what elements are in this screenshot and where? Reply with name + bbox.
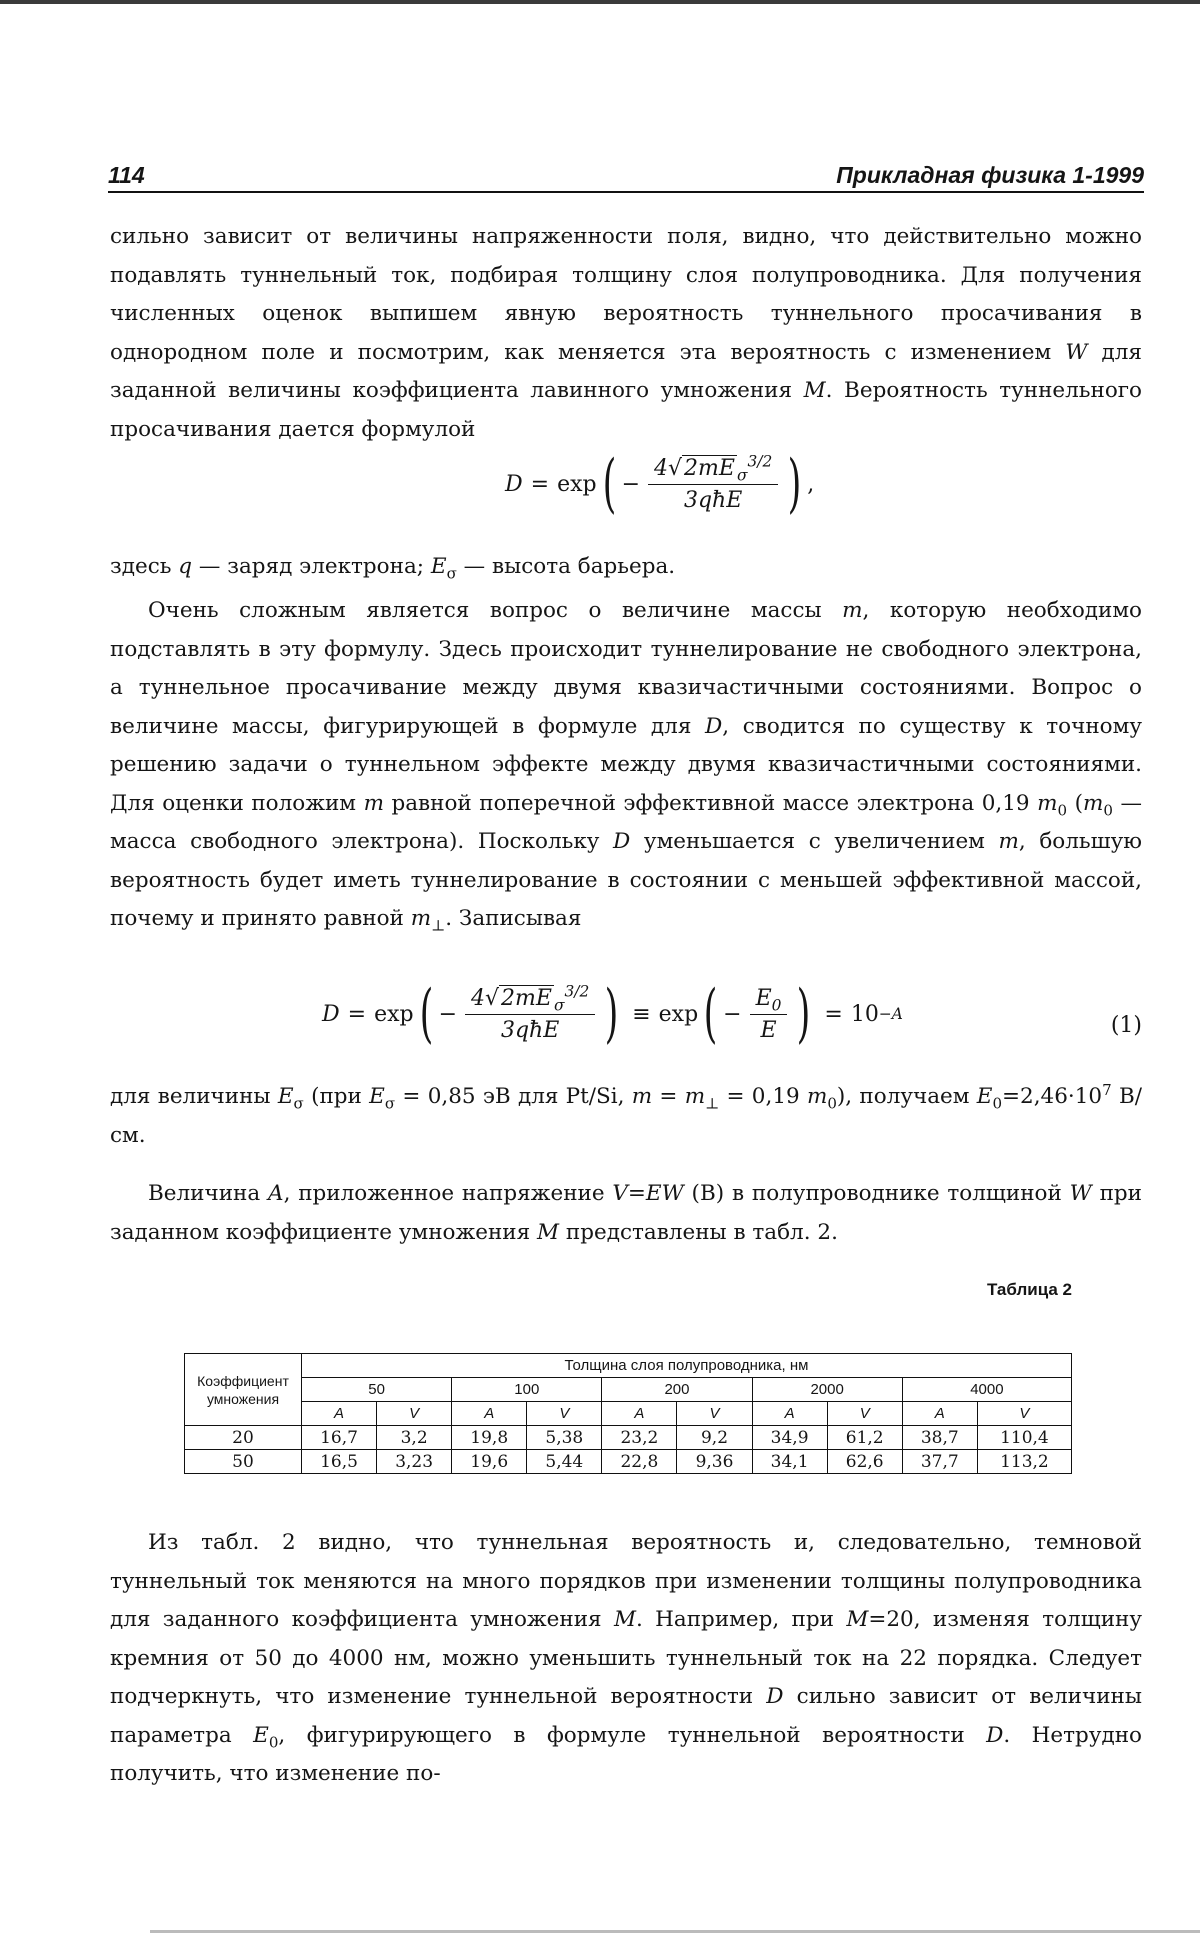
paragraph-1: сильно зависит от величины напряженности поля, видно, что действительно можно подавлять туннельный ток, подбирая толщину слоя полупроводника. Для получения численных оценок выпишем явную вероятность туннельного просачивания в однородном поле и посмотрим, как меняется эта вероятность с изменением W для заданной величины коэффициента лавинного умножения M. Вероятность туннельного просачивания дается формулой <box>110 224 1142 442</box>
table-cell: 19,8 <box>452 1426 527 1450</box>
col-v-header: V <box>827 1402 902 1426</box>
table-cell: 34,9 <box>752 1426 827 1450</box>
table-row <box>185 1426 1072 1450</box>
col-v-header: V <box>527 1402 602 1426</box>
table-cell: 5,38 <box>527 1426 602 1450</box>
table-cell: 22,8 <box>602 1450 677 1474</box>
col-a-header: A <box>602 1402 677 1426</box>
paragraph-6: Из табл. 2 видно, что туннельная вероятность и, следовательно, темновой туннельный ток меняются на много порядков при изменении толщины полупроводника для заданного коэффициента умножения M. Например, при M=20, изменяя толщину кремния от 50 до 4000 нм, можно уменьшить туннельный ток на 22 порядка. Следует подчеркнуть, что изменение туннельной вероятности D сильно зависит от величины параметра $E_0$, фигурирующего в формуле туннельной вероятности D. Нетрудно получить, что изменение по- <box>110 1530 1142 1786</box>
formula-1-fraction: $\frac{4√2mE _\sigma^{3/2}}{\text{3qħE}}$ <box>648 456 778 513</box>
col-v-header: V <box>677 1402 752 1426</box>
paragraph-5: Величина A, приложенное напряжение V=EW (В) в полупроводнике толщиной W при заданном коэффициенте умножения M представлены в табл. 2. <box>110 1181 1142 1245</box>
table-cell: 3,2 <box>377 1426 452 1450</box>
page-number: 114 <box>108 162 145 188</box>
col-v-header: V <box>977 1402 1071 1426</box>
table-cell: 62,6 <box>827 1450 902 1474</box>
row-multiplier: 20 <box>185 1426 302 1450</box>
table-cell: 38,7 <box>902 1426 977 1450</box>
col-a-header: A <box>902 1402 977 1426</box>
table-cell: 5,44 <box>527 1450 602 1474</box>
table-cell: 113,2 <box>977 1450 1071 1474</box>
col-v-header: V <box>377 1402 452 1426</box>
table-cell: 16,7 <box>302 1426 377 1450</box>
running-title: Прикладная физика 1-1999 <box>836 162 1144 188</box>
thickness-header: 4000 <box>902 1378 1071 1402</box>
thickness-header: 200 <box>602 1378 752 1402</box>
table-cell: 19,6 <box>452 1450 527 1474</box>
equation-number: (1) <box>1110 1013 1142 1038</box>
thickness-header: 2000 <box>752 1378 902 1402</box>
formula-2-fraction-main: $\frac{4√2mE _\sigma^{3/2}}{\text{3qħE}}$ <box>465 986 595 1043</box>
table-group-header: Толщина слоя полупроводника, нм <box>302 1354 1072 1378</box>
table-cell: 16,5 <box>302 1450 377 1474</box>
header-rule <box>108 191 1144 193</box>
table-cell: 9,2 <box>677 1426 752 1450</box>
row-multiplier: 50 <box>185 1450 302 1474</box>
table-cell: 3,23 <box>377 1450 452 1474</box>
table-2 <box>184 1353 1072 1474</box>
table-cell: 37,7 <box>902 1450 977 1474</box>
formula-tunnel-probability: D = exp ( − $\frac{4√2mE _\sigma^{3/2}}{\text{3qħE}}$ ) , <box>505 447 815 521</box>
formula-1-numbered: D = exp ( − $\frac{4√2mE _\sigma^{3/2}}{\text{3qħE}}$ ) ≡ exp ( − $\frac{E_0}{E}$ ) = 10 −A <box>322 977 903 1051</box>
paragraph-2: здесь q — заряд электрона; $E_\sigma$ — высота барьера. <box>110 554 676 583</box>
formula-2-fraction-small: $\frac{E_0}{E}$ <box>750 986 788 1043</box>
paragraph-4: для величины $E_\sigma$ (при $E_\sigma = 0,85$ эВ для Pt/Si, $m = m_\perp = 0,19$ $m_0$), получаем $E_0=2,46\cdot 10^7$ В/см. <box>110 1080 1143 1148</box>
table-cell: 23,2 <box>602 1426 677 1450</box>
col-a-header: A <box>752 1402 827 1426</box>
table-cell: 110,4 <box>977 1426 1071 1450</box>
thickness-header: 100 <box>452 1378 602 1402</box>
paragraph-3: Очень сложным является вопрос о величине массы m, которую необходимо подставлять в эту формулу. Здесь происходит туннелирование не свободного электрона, а туннельное просачивание между двумя квазичастичными состояниями. Вопрос о величине массы, фигурирующей в формуле для D, сводится по существу к точному решению задачи о туннельном эффекте между двумя квазичастичными состояниями. Для оценки положим m равной поперечной эффективной массе электрона 0,19 $m_0$ ($m_0$ — масса свободного электрона). Поскольку D уменьшается с увеличением m, большую вероятность будет иметь туннелирование в состоянии с меньшей эффективной массой, почему и принято равной $m_\perp$. Записывая <box>110 598 1142 935</box>
table-row <box>185 1450 1072 1474</box>
table-cell: 9,36 <box>677 1450 752 1474</box>
thickness-header: 50 <box>302 1378 452 1402</box>
table-caption: Таблица 2 <box>986 1280 1072 1299</box>
col-a-header: A <box>452 1402 527 1426</box>
col-a-header: A <box>302 1402 377 1426</box>
page-top-border <box>0 0 1200 4</box>
table-cell: 61,2 <box>827 1426 902 1450</box>
table-cell: 34,1 <box>752 1450 827 1474</box>
page-bottom-edge <box>150 1930 1200 1933</box>
table-corner-header: Коэффициент умножения <box>185 1354 302 1426</box>
